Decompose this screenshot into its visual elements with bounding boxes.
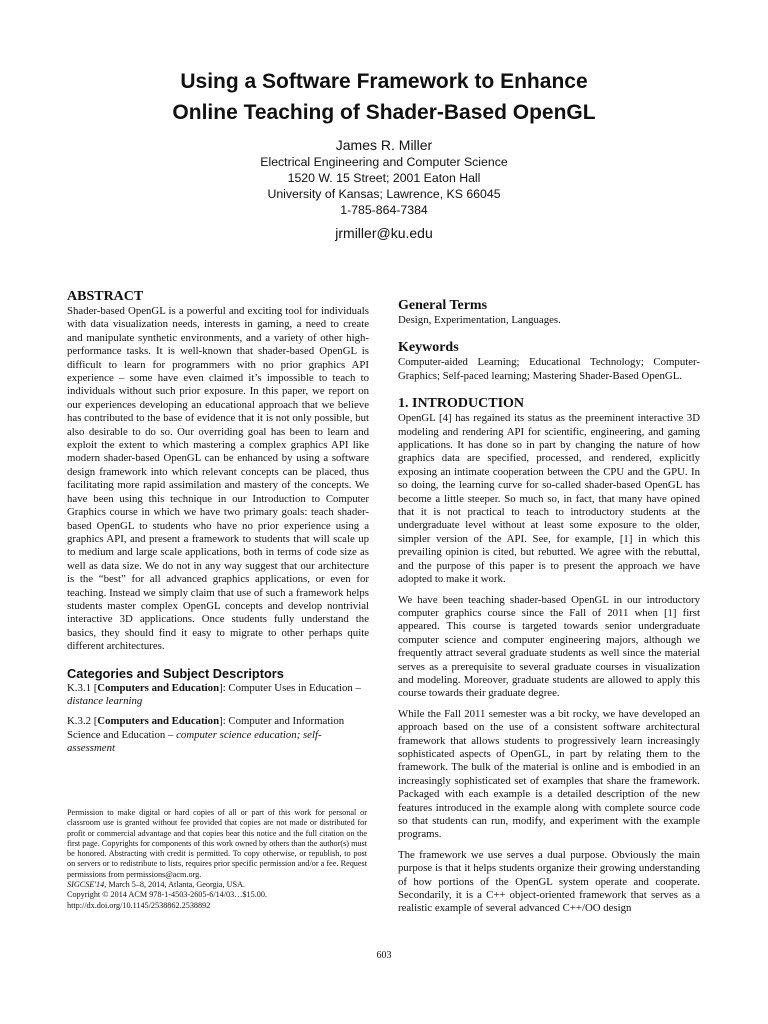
intro-paragraph-4: The framework we use serves a dual purpose. Obviously the main purpose is that it helps students organize their growing understanding of how portions of the OpenGL system operate and cooperate. Secondarily, it is a C++ object-oriented framework that serves as a realistic example of several advanced C++/OO design xyxy=(398,848,700,915)
permission-block xyxy=(67,808,367,911)
categories-list xyxy=(67,682,369,756)
author-name: James R. Miller xyxy=(335,137,433,153)
general-terms-text: Design, Experimentation, Languages. xyxy=(398,314,561,326)
general-terms-heading: General Terms xyxy=(398,298,488,313)
title-block xyxy=(0,66,768,242)
affiliation-city: University of Kansas; Lawrence, KS 66045 xyxy=(267,187,501,201)
intro-paragraph-3: While the Fall 2011 semester was a bit rocky, we have developed an approach based on the use of a consistent software architectural framework that allows students to progressively learn increasingly sophisticated aspects of OpenGL, in part by relating them to the framework. The bulk of the material is online and is embodied in an increasingly sophisticated set of examples that share the framework. Packaged with each example is a detailed description of the new features introduced in the example along with complete source code so that students can run, modify, and experiment with the example programs. xyxy=(398,707,700,841)
abstract-heading: ABSTRACT xyxy=(67,289,144,304)
category-item: K.3.2 [Computers and Education]: Computer and Information Science and Education – computer science education; self-assessment xyxy=(67,715,345,755)
intro-paragraph-1: OpenGL [4] has regained its status as the preeminent interactive 3D modeling and rendering API for scientific, engineering, and gaming applications. It has done so in part by changing the nature of how graphics data are specified, processed, and rendered, explicitly exposing an intimate cooperation between the CPU and the GPU. In so doing, the learning curve for so-called shader-based OpenGL has become a little steeper. So much so, in fact, that many have opined that it is not practical to teach to introductory students at the undergraduate level without at least some exposure to the older, simpler version of the API. See, for example, [1] in which this prevailing opinion is cited, but rebutted. We agree with the rebuttal, and the purpose of this paper is to present the approach we have adopted to make it work. xyxy=(398,412,700,586)
permission-text: Permission to make digital or hard copies of all or part of this work for personal or classroom use is granted without fee provided that copies are not made or distributed for profit or commercial advantage and that copies bear this notice and the full citation on the first page. Copyrights for components of this work owned by others than the author(s) must be honored. Abstracting with credit is permitted. To copy otherwise, or republish, to post on servers or to redistribute to lists, requires prior specific permission and/or a fee. Request permissions from permissions@acm.org. xyxy=(67,808,367,879)
affiliation-phone: 1-785-864-7384 xyxy=(340,203,428,217)
paper-title-line-2: Online Teaching of Shader-Based OpenGL xyxy=(172,101,596,124)
venue-line: SIGCSE'14, March 5–8, 2014, Atlanta, Georgia, USA. xyxy=(67,880,246,890)
copyright-line: Copyright © 2014 ACM 978-1-4503-2605-6/14/03…$15.00. xyxy=(67,890,267,900)
author-email: jrmiller@ku.edu xyxy=(335,225,433,241)
intro-paragraph-2: We have been teaching shader-based OpenGL in our introductory computer graphics course since the Fall of 2011 when [1] first appeared. This course is targeted towards senior undergraduate computer science and computer engineering majors, although we frequently attract several graduate students as well since the material serves as a prerequisite to several graduate courses in visualization and modeling. Moreover, graduate students are allowed to apply this course towards their graduate degree. xyxy=(398,593,700,700)
paper-title-line-1: Using a Software Framework to Enhance xyxy=(180,70,588,93)
right-column xyxy=(398,297,700,916)
affiliation-street: 1520 W. 15 Street; 2001 Eaton Hall xyxy=(287,171,481,185)
affiliation-department: Electrical Engineering and Computer Science xyxy=(260,155,508,169)
abstract-text: Shader-based OpenGL is a powerful and exciting tool for individuals with data visualization needs, interests in gaming, a need to create and manipulate synthetic environments, and a variety of other high-performance tasks. It is well-known that shader-based OpenGL is difficult to learn for programmers with no prior graphics API experience – some have even claimed it’s impossible to teach to individuals without such prior exposure. In this paper, we report on our experiences developing an educational approach that we believe has contributed to the base of evidence that it is not only possible, but also desirable to do so. Our overriding goal has been to learn and exploit the extent to which mastering a complex graphics API like modern shader-based OpenGL can be enhanced by using a software design framework into which relevant concepts can be placed, thus facilitating more rapid assimilation and mastery of the concepts. We have been using this technique in our Introduction to Computer Graphics course in which we have two primary goals: teach shader-based OpenGL to students who have no prior experience using a graphics API, and present a framework to students that will scale up to medium and large scale applications, both in terms of code size as well as data size. We do not in any way suggest that our architecture is the “best” for all advanced graphics applications, or even for teaching. Instead we simply claim that use of such a framework helps students master complex OpenGL concepts and develop nontrivial interactive 3D applications. Once students fully understand the basics, they should find it easy to migrate to other perhaps quite different architectures. xyxy=(67,305,369,653)
category-item: K.3.1 [Computers and Education]: Computer Uses in Education – distance learning xyxy=(67,681,361,707)
doi-line: http://dx.doi.org/10.1145/2538862.2538892 xyxy=(67,900,211,910)
page-number: 603 xyxy=(376,950,392,961)
introduction-heading: 1. INTRODUCTION xyxy=(398,396,525,412)
categories-heading: Categories and Subject Descriptors xyxy=(67,665,284,681)
left-column xyxy=(67,288,369,756)
keywords-heading: Keywords xyxy=(398,340,459,356)
keywords-text: Computer-aided Learning; Educational Technology; Computer-Graphics; Self-paced learning; Mastering Shader-Based OpenGL. xyxy=(398,356,700,382)
